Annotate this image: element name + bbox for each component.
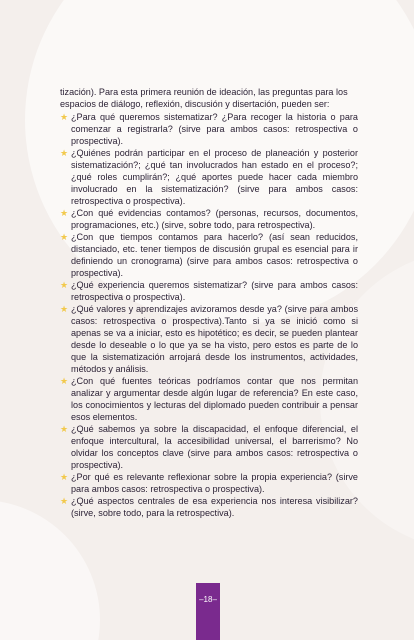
question-text: ¿Qué valores y aprendizajes avizoramos desde ya? (sirve para ambos casos: retrospectiva o prospectiva).Tanto si ya se inició como si apenas se va a iniciar, esto es hipotético; es decir, se pueden plantear desde lo deseable o lo que ya se ha visto, pero estos es parte de lo que la sistematización arrojará desde los instrumentos, actividades, métodos y análisis. [71, 304, 358, 374]
question-item [60, 471, 358, 495]
question-text: ¿Para qué queremos sistematizar? ¿Para recoger la historia o para comenzar a registrarla? (sirve para ambos casos: retrospectiva o prospectiva). [71, 112, 358, 146]
question-text: ¿Con qué evidencias contamos? (personas, recursos, documentos, programaciones, etc.) (sirve, sobre todo, para retrospectiva). [71, 208, 358, 230]
question-text: ¿Qué aspectos centrales de esa experiencia nos interesa visibilizar? (sirve, sobre todo, para la retrospectiva). [71, 496, 358, 518]
question-item [60, 111, 358, 147]
question-list [60, 111, 358, 519]
star-icon: ★ [60, 472, 69, 482]
question-item [60, 303, 358, 375]
star-icon: ★ [60, 496, 69, 506]
question-text: ¿Quiénes podrán participar en el proceso de planeación y posterior sistematización?; ¿qué tan involucrados han estado en el proceso?; ¿qué roles cumplirán?; ¿qué aportes puede hacer cada miembro involucrado en la sistematización? (sirve para ambos casos: retrospectiva o prospectiva). [71, 148, 358, 206]
star-icon: ★ [60, 376, 69, 386]
question-item [60, 147, 358, 207]
question-item [60, 423, 358, 471]
star-icon: ★ [60, 280, 69, 290]
question-item [60, 231, 358, 279]
page-number: –18– [199, 595, 217, 604]
question-text: ¿Qué experiencia queremos sistematizar? (sirve para ambos casos: retrospectiva o prospectiva). [71, 280, 358, 302]
page-number-tab [196, 583, 220, 640]
star-icon: ★ [60, 208, 69, 218]
question-item [60, 375, 358, 423]
question-item [60, 495, 358, 519]
star-icon: ★ [60, 112, 69, 122]
question-item [60, 207, 358, 231]
question-text: ¿Qué sabemos ya sobre la discapacidad, el enfoque diferencial, el enfoque intercultural, la accesibilidad universal, el barrerismo? No olvidar los conceptos clave (sirve para ambos casos: retrospectiva o prospectiva). [71, 424, 358, 470]
intro-paragraph: tización). Para esta primera reunión de ideación, las preguntas para los espacios de diálogo, reflexión, discusión y disertación, pueden ser: [60, 87, 348, 109]
star-icon: ★ [60, 304, 69, 314]
question-text: ¿Por qué es relevante reflexionar sobre la propia experiencia? (sirve para ambos casos: retrospectiva o prospectiva). [71, 472, 358, 494]
star-icon: ★ [60, 148, 69, 158]
star-icon: ★ [60, 424, 69, 434]
page-body [60, 86, 358, 519]
question-text: ¿Con qué fuentes teóricas podríamos contar que nos permitan analizar y argumentar desde algún lugar de referencia? En este caso, los conocimientos y lecturas del diplomado pueden contribuir a pensar esos elementos. [71, 376, 358, 422]
star-icon: ★ [60, 232, 69, 242]
question-text: ¿Con que tiempos contamos para hacerlo? (así sean reducidos, distanciado, etc. tener tiempos de discusión grupal es esencial para ir definiendo un cronograma) (sirve para ambos casos: retrospectiva o prospectiva). [71, 232, 358, 278]
question-item [60, 279, 358, 303]
